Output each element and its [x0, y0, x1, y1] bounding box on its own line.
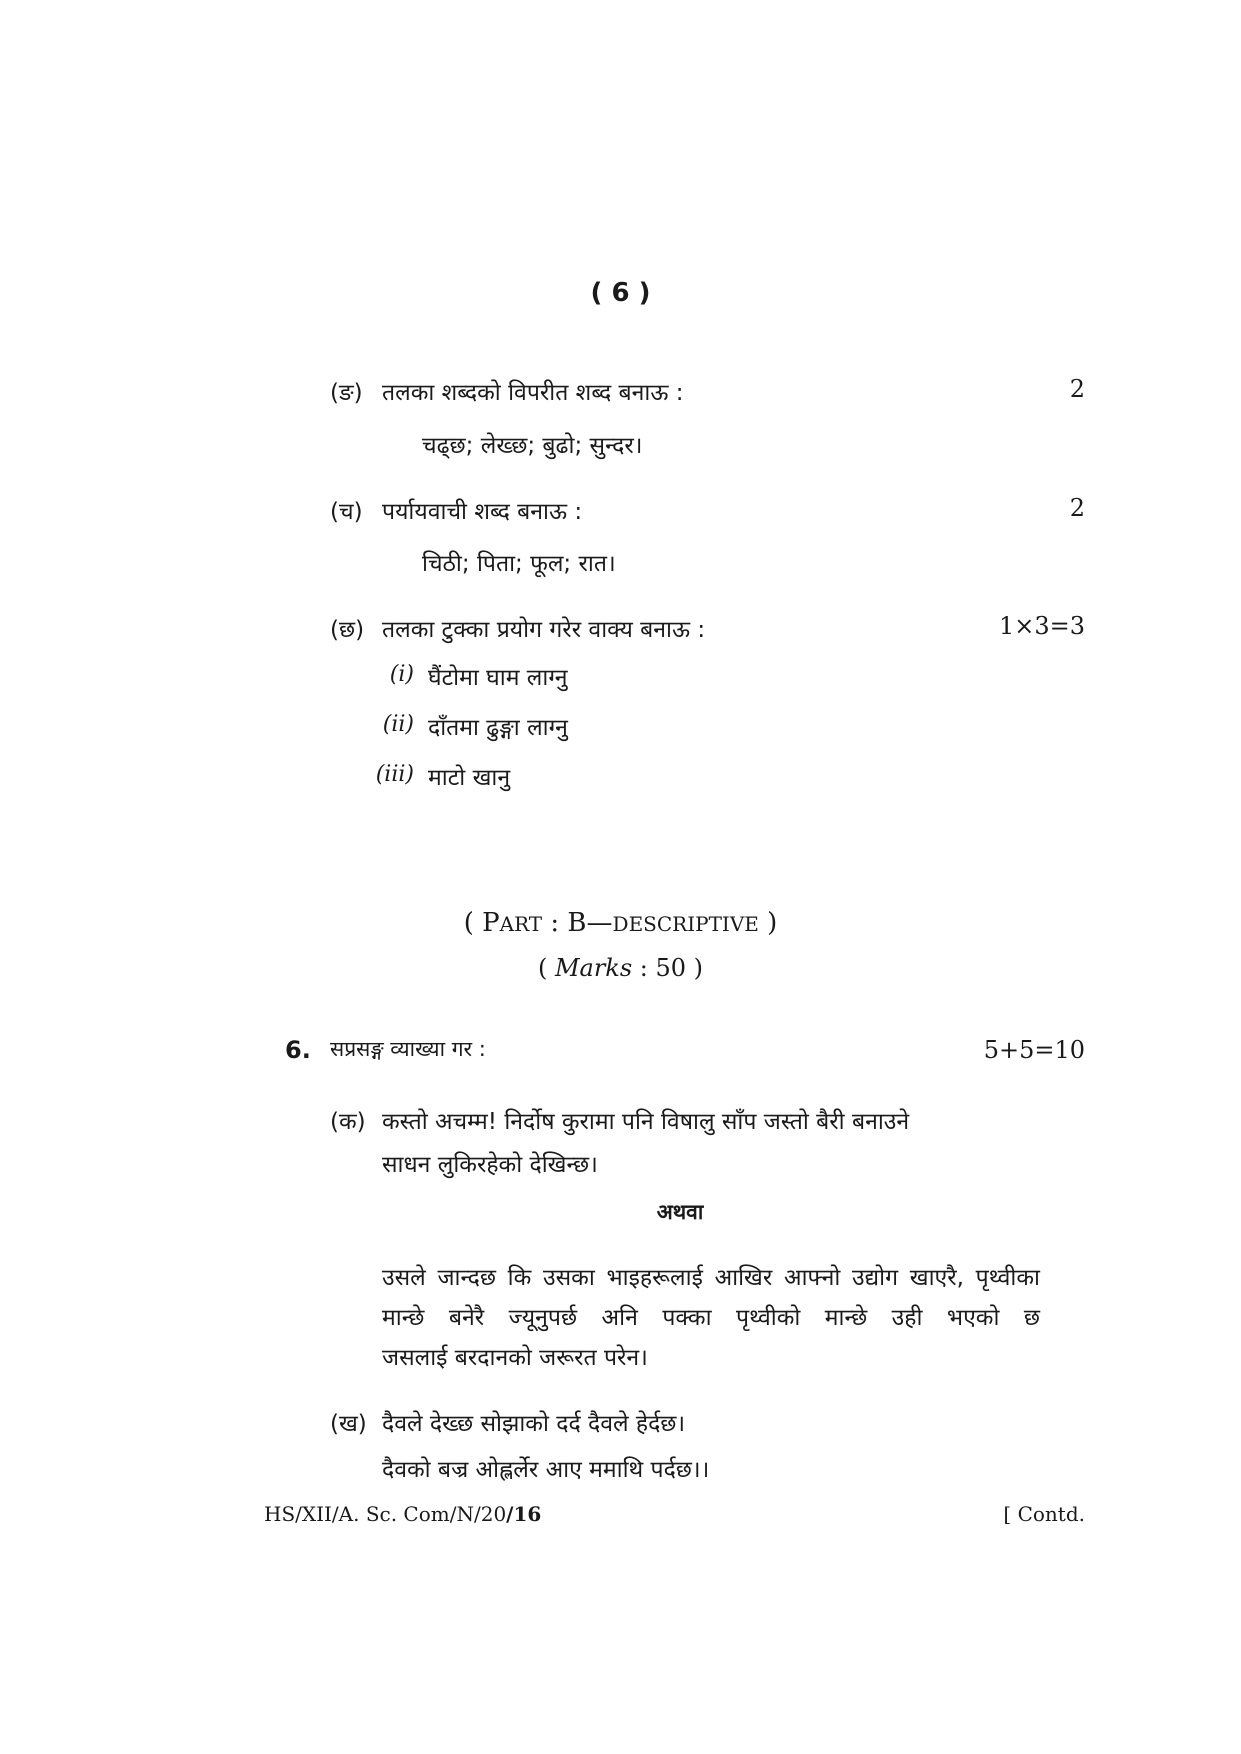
question-6-kha-line: दैवको बज्र ओह्लर्लेर आए ममाथि पर्दछ।। — [382, 1457, 710, 1483]
question-6-number: 6. — [285, 1036, 311, 1064]
question-cha-label: (च) — [330, 499, 363, 525]
page-number: ( 6 ) — [590, 278, 651, 308]
question-chha-text: तलका टुक्का प्रयोग गरेर वाक्य बनाऊ : — [382, 617, 706, 643]
part-marks — [0, 954, 1241, 982]
question-6-kha-line: दैवले देख्छ सोझाको दर्द दैवले हेर्दछ। — [382, 1411, 686, 1437]
question-cha-items: चिठी; पिता; फूल; रात। — [422, 551, 616, 577]
sub-item-number: (ii) — [382, 712, 414, 737]
part-heading-sep: : B— — [542, 908, 613, 938]
part-heading-close: ) — [758, 908, 778, 938]
sub-item-text: दाँतमा ढुङ्गा लाग्नु — [428, 715, 568, 741]
alt-passage-line: जसलाई बरदानको जरूरत परेन। — [382, 1345, 648, 1371]
part-marks-label: Marks — [554, 954, 633, 982]
athawa-heading: अथवा — [656, 1200, 704, 1224]
part-heading-open: ( — [463, 908, 483, 938]
part-heading-part: P — [482, 908, 500, 938]
sub-item-number: (i) — [389, 662, 414, 687]
question-6-ka-label: (क) — [330, 1109, 366, 1135]
question-6-text: सप्रसङ्ग व्याख्या गर : — [330, 1037, 486, 1061]
question-chha-marks: 1×3=3 — [998, 612, 1085, 640]
paper-code-prefix: HS/XII/A. Sc. Com/N/20 — [264, 1502, 507, 1526]
paper-code — [264, 1502, 541, 1526]
sub-item-text: घैंटोमा घाम लाग्नु — [428, 665, 568, 691]
part-marks-value: : 50 ) — [632, 954, 704, 982]
question-na-marks: 2 — [1069, 375, 1085, 403]
sub-item-number: (iii) — [375, 762, 414, 787]
sub-item-text: माटो खानु — [428, 765, 511, 791]
question-chha-label: (छ) — [330, 617, 365, 643]
part-heading-part-small: ART — [499, 912, 543, 936]
alt-passage-line: मान्छे बनेरै ज्यूनुपर्छ अनि पक्का पृथ्वीको मान्छे उही भएको छ — [382, 1305, 1040, 1331]
question-na-items: चढ्छ; लेख्छ; बुढो; सुन्दर। — [422, 433, 643, 459]
question-6-ka-line: साधन लुकिरहेको देखिन्छ। — [382, 1152, 598, 1178]
question-6-kha-label: (ख) — [330, 1411, 367, 1437]
part-marks-open: ( — [537, 954, 555, 982]
question-cha-text: पर्यायवाची शब्द बनाऊ : — [382, 499, 583, 525]
alt-passage-line: उसले जान्दछ कि उसका भाइहरूलाई आखिर आफ्नो उद्योग खाएरै, पृथ्वीका — [382, 1265, 1040, 1291]
question-na-text: तलका शब्दको विपरीत शब्द बनाऊ : — [382, 380, 684, 406]
contd-label: [ Contd. — [1003, 1502, 1085, 1526]
question-na-label: (ङ) — [330, 380, 363, 406]
question-6-marks: 5+5=10 — [983, 1036, 1085, 1064]
part-heading — [0, 908, 1241, 938]
question-6-ka-line: कस्तो अचम्म! निर्दोष कुरामा पनि विषालु साँप जस्तो बैरी बनाउने — [382, 1109, 910, 1135]
part-heading-descriptive: DESCRIPTIVE — [612, 912, 759, 936]
question-cha-marks: 2 — [1069, 494, 1085, 522]
paper-code-suffix: /16 — [506, 1502, 542, 1526]
